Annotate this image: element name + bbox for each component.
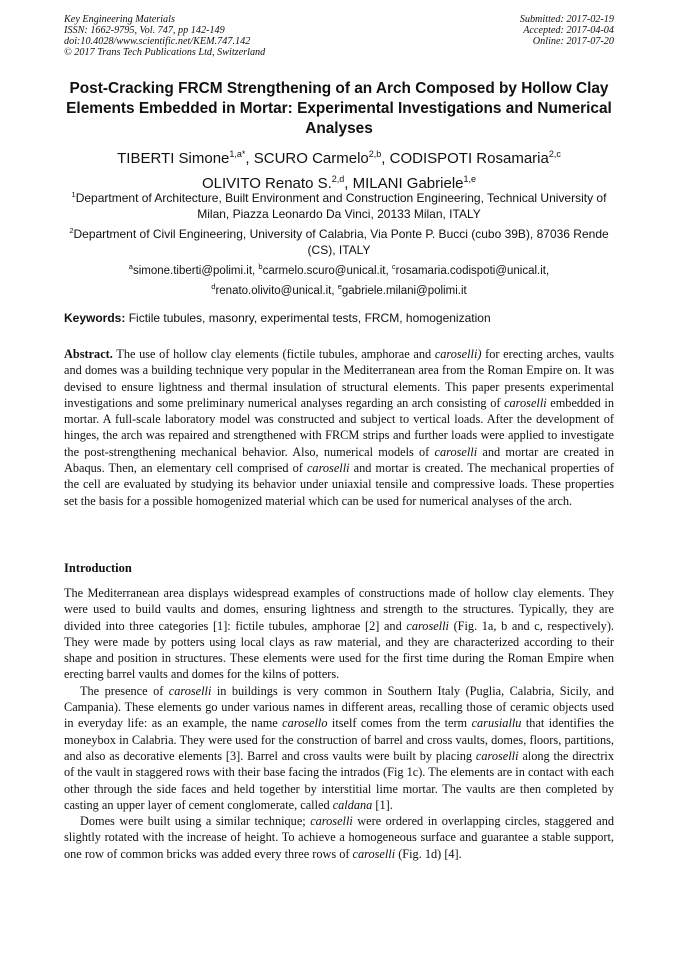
author-name: TIBERTI Simone [117, 150, 230, 167]
email-marker: b [258, 262, 263, 271]
dates-header [520, 14, 614, 47]
affiliation-number: 1 [71, 190, 76, 199]
abstract-text: for erecting arches, vaults and domes was a building technique very popular in the Mediterranean area from the Roman Empire on. It was devised to ensure lightness and thermal insulation of structural elements. This paper presents experimental investigations and some preliminary numerical analyses regarding an arch consisting of [64, 347, 614, 410]
copyright-line: © 2017 Trans Tech Publications Ltd, Switzerland [64, 47, 266, 58]
abstract-text: and mortar is created. The mechanical properties of the cell are evaluated by studying its behavior under uniaxial tensile and compressive loads. These properties set the basis for a possible homogenized material which can be used for numerical analyses of the arch. [64, 461, 615, 508]
paper-title: Post-Cracking FRCM Strengthening of an Arch Composed by Hollow Clay Elements Embedded in Mortar: Experimental Investigations and Numerical Analyses [66, 80, 612, 137]
introduction-heading: Introduction [64, 561, 132, 575]
author-name: , SCURO Carmelo [245, 150, 369, 167]
abstract-label: Abstract. [64, 347, 113, 361]
affiliation-1 [64, 187, 614, 222]
body-text: (Fig. 1a, b and c, respectively). They were made by potters using local clays as raw material, and they are characterized according to their shape and position in structures. These elements were used for the first time during the Roman Empire when erecting barrel vaults and domes for the kilns of potters. [64, 618, 614, 682]
email-marker: a [128, 262, 133, 271]
intro-paragraph-3 [64, 813, 614, 862]
affiliation-text: Department of Civil Engineering, University of Calabria, Via Ponte P. Bucci (cubo 39B), 87036 Rende (CS), ITALY [73, 227, 609, 257]
intro-paragraph-1 [64, 585, 614, 683]
email-marker: c [391, 262, 396, 271]
body-text: The presence of [80, 683, 169, 698]
author-superscript: 2,b [368, 149, 382, 159]
keywords-line [64, 310, 614, 326]
submitted-date: Submitted: 2017-02-19 [519, 14, 614, 25]
body-italic: carosello [282, 716, 328, 731]
online-date: Online: 2017-07-20 [532, 36, 614, 47]
author-superscript: 2,d [331, 174, 345, 184]
body-text: Domes were built using a similar technique; [80, 814, 311, 829]
body-italic: carusiallu [471, 716, 522, 731]
author-superscript: 2,c [548, 149, 561, 159]
body-text: in buildings is very common in Southern Italy (Puglia, Calabria, Sicily, and Campania). These elements go under various names in different areas, recalling those of ceramic objects used in everyday life: as an example, the name [64, 683, 615, 731]
abstract-italic: caroselli [504, 395, 547, 410]
keywords-text: Fictile tubules, masonry, experimental tests, FRCM, homogenization [125, 311, 491, 325]
keywords-label: Keywords: [64, 311, 126, 325]
abstract-text: The use of hollow clay elements (fictile tubules, amphorae and [112, 347, 435, 361]
journal-name: Key Engineering Materials [64, 14, 175, 25]
email-marker: e [337, 281, 342, 291]
body-italic: caldana [332, 797, 373, 812]
abstract-text: embedded in mortar. A full-scale laboratory model was constructed and subject to vertical loads. After the development of hinges, the arch was repaired and strengthened with FRCM strips and further loads were applied to investigate the post-strengthening mechanical behavior. Also, numerical models of [64, 395, 615, 459]
abstract-text: and mortar are created in Abaqus. Then, an elementary cell comprised of [64, 444, 614, 476]
intro-paragraph-2 [64, 683, 614, 813]
author-name: , CODISPOTI Rosamaria [381, 150, 549, 167]
issn-line: ISSN: 1662-9795, Vol. 747, pp 142-149 [64, 25, 225, 36]
affiliation-text: Department of Architecture, Built Environment and Construction Engineering, Technical University of Milan, Piazza Leonardo Da Vinci, 20133 Milan, ITALY [75, 191, 607, 221]
affiliation-number: 2 [69, 226, 74, 235]
affiliation-2 [64, 223, 614, 258]
email-link[interactable]: renato.olivito@unical.it, [215, 284, 338, 297]
body-italic: caroselli [406, 618, 449, 633]
email-link[interactable]: gabriele.milani@polimi.it [341, 284, 467, 297]
author-superscript: 1,a* [229, 149, 246, 159]
email-marker: d [211, 281, 216, 291]
accepted-date: Accepted: 2017-04-04 [523, 25, 614, 36]
author-name: , MILANI Gabriele [344, 175, 464, 192]
body-text: [1]. [372, 797, 393, 812]
email-link[interactable]: rosamaria.codispoti@unical.it, [395, 264, 550, 277]
body-text: The Mediterranean area displays widespread examples of constructions made of hollow clay elements. They were used to build vaults and domes, ensuring lightness and strength to the structures. Typically, they are divided into three categories [1]: fictile tubules, amphorae [2] and [64, 586, 614, 633]
abstract-paragraph [64, 346, 614, 509]
body-italic: caroselli [475, 748, 519, 763]
body-text: along the directrix of the vault in staggered rows with their base facing the intrados (Fig 1c). The elements are in contact with each other through the side faces and held together by interstitial lime mortar. The vaults are then completed by casting an upper layer of cement conglomerate, called [64, 748, 614, 812]
abstract-italic: caroselli [306, 461, 350, 476]
email-link[interactable]: simone.tiberti@polimi.it, [132, 264, 259, 277]
body-italic: caroselli [352, 846, 396, 861]
introduction-body [64, 585, 614, 862]
abstract-italic: caroselli) [434, 347, 482, 361]
body-text: (Fig. 1d) [4]. [395, 846, 462, 861]
author-superscript: 1,e [463, 174, 477, 184]
author-emails [64, 259, 614, 299]
body-text: that identifies the moneybox in Calabria. They were used for the construction of barrel and cross vaults, domes, floors, partitions, and also as decorative elements [3]. Barrel and cross vaults were built by placing [64, 716, 614, 763]
body-text: itself comes from the term [327, 716, 472, 731]
body-italic: caroselli [168, 683, 212, 698]
author-name: OLIVITO Renato S. [201, 175, 332, 192]
body-text: were ordered in overlapping circles, staggered and slightly rotated with the increase of height. To achieve a homogeneous surface and guarantee a stable support, one row of common bricks was added every three rows of [64, 814, 614, 861]
abstract-italic: caroselli [434, 444, 478, 459]
body-italic: caroselli [310, 814, 353, 829]
doi-line[interactable]: doi:10.4028/www.scientific.net/KEM.747.142 [64, 36, 251, 47]
email-link[interactable]: carmelo.scuro@unical.it, [262, 264, 392, 277]
journal-header [64, 14, 265, 58]
